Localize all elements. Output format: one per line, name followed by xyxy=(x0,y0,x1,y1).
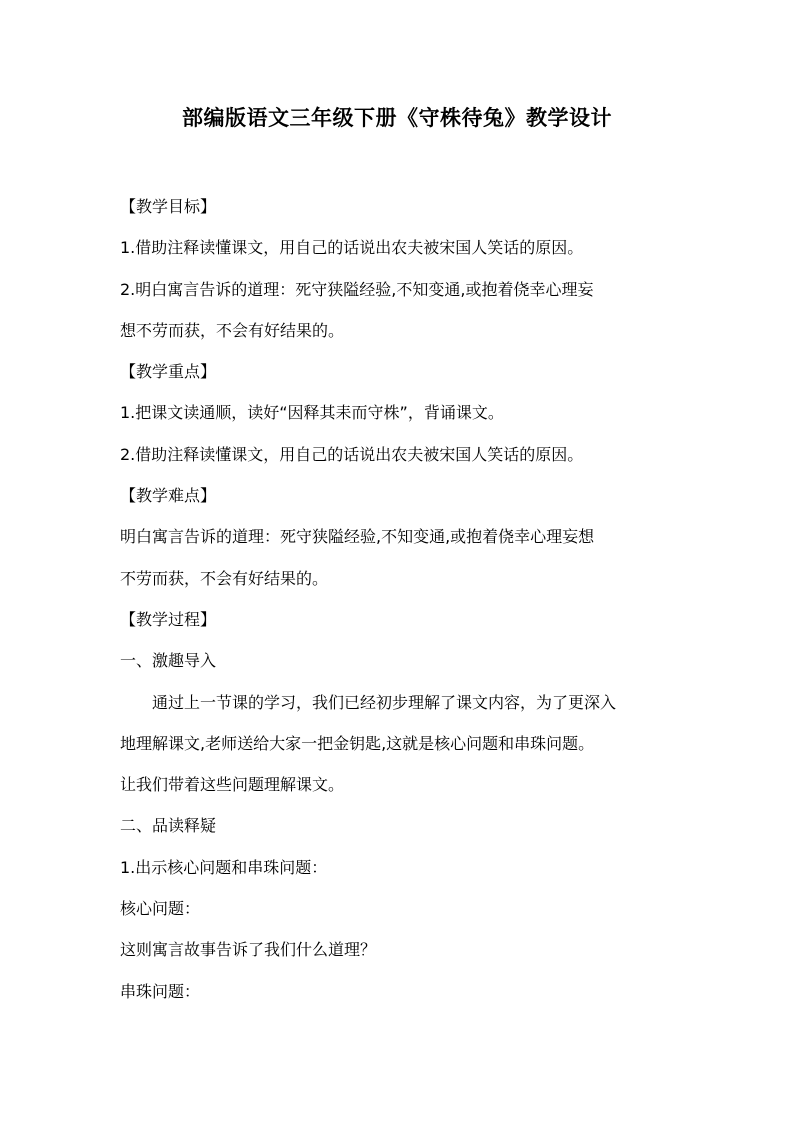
section-heading-objectives: 【教学目标】 xyxy=(120,197,217,216)
paragraph-line: 让我们带着这些问题理解课文。 xyxy=(120,775,345,795)
document-body xyxy=(120,186,680,1012)
paragraph-line: 地理解课文,老师送给大家一把金钥匙,这就是核心问题和串珠问题。 xyxy=(120,733,595,753)
paragraph-line: 1.借助注释读懂课文，用自己的话说出农夫被宋国人笑话的原因。 xyxy=(120,238,584,258)
paragraph-line: 1.把课文读通顺，读好“因释其耒而守株”，背诵课文。 xyxy=(120,403,504,423)
paragraph-line: 串珠问题： xyxy=(120,981,201,1001)
paragraph-line: 通过上一节课的学习，我们已经初步理解了课文内容，为了更深入 xyxy=(152,692,617,712)
subsection-heading-intro: 一、激趣导入 xyxy=(120,651,217,671)
paragraph-line: 核心问题： xyxy=(120,899,201,919)
section-heading-key-points: 【教学重点】 xyxy=(120,362,217,382)
section-heading-process: 【教学过程】 xyxy=(120,609,217,629)
document-title: 部编版语文三年级下册《守株待兔》教学设计 xyxy=(182,106,612,130)
subsection-heading-reading: 二、品读释疑 xyxy=(120,816,217,836)
paragraph-line: 这则寓言故事告诉了我们什么道理？ xyxy=(120,940,377,960)
section-heading-difficulties: 【教学难点】 xyxy=(120,486,217,506)
paragraph-line: 想不劳而获，不会有好结果的。 xyxy=(120,320,345,340)
paragraph-line: 2.明白寓言告诉的道理：死守狭隘经验,不知变通,或抱着侥幸心理妄 xyxy=(120,279,594,299)
paragraph-line: 2.借助注释读懂课文，用自己的话说出农夫被宋国人笑话的原因。 xyxy=(120,444,584,464)
paragraph-line: 明白寓言告诉的道理：死守狭隘经验,不知变通,或抱着侥幸心理妄想 xyxy=(120,527,595,547)
paragraph-line: 1.出示核心问题和串珠问题： xyxy=(120,857,328,877)
paragraph-line: 不劳而获，不会有好结果的。 xyxy=(120,568,329,588)
